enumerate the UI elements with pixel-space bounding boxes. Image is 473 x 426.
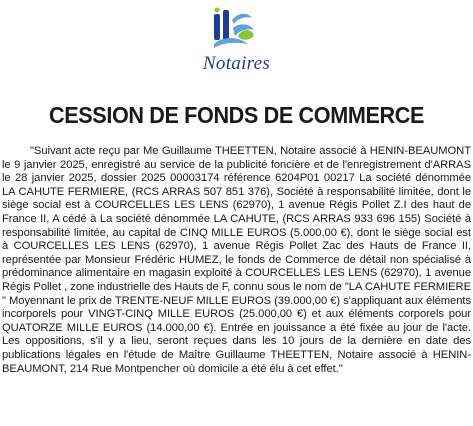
notaires-logo <box>0 4 473 74</box>
notice-body: "Suivant acte reçu par Me Guillaume THEETTEN, Notaire associé à HENIN-BEAUMONT le 9 janvier 2025, enregistré au service de la publicité foncière et de l'enregistrement d'ARRAS le 28 janvier 2025, dossier 2025 00003174 référence 6204P01 00217 La société dénommée LA CAHUTE FERMIERE, (RCS ARRAS 507 851 376), Société à responsabilité limitée, dont le siège social est à COURCELLES LES LENS (62970), 1 avenue Régis Pollet Z.I des haut de France II, A cédé à La société dénommée LA CAHUTE, (RCS ARRAS 933 696 155) Société à responsabilité limitée, au capital de CINQ MILLE EUROS (5.000,00 €), dont le siège social est à COURCELLES LES LENS (62970), 1 avenue Régis Pollet Zac des Hauts de France II, représentée par Monsieur Frédéric HUMEZ, le fonds de Commerce de détail non spécialisé à prédominance alimentaire en magasin exploité à COURCELLES LES LENS (62970), 1 avenue Régis Pollet , zone industrielle des Hauts de F, connu sous le nom de "LA CAHUTE FERMIERE " Moyennant le prix de TRENTE-NEUF MILLE EUROS (39.000,00 €) s'appliquant aux éléments incorporels pour VINGT-CINQ MILLE EUROS (25.000,00 €) et aux éléments corporels pour QUATORZE MILLE EUROS (14.000,00 €). Entrée en jouissance a été fixée au jour de l'acte. Les oppositions, s'il y a lieu, seront reçues dans les 10 jours de la dernière en date des publications légales en l'étude de Maître Guillaume THEETTEN, Notaire associé à HENIN-BEAUMONT, 214 Rue Montpencher où domicile a été élu à cet effet." <box>2 145 471 375</box>
notice-title: CESSION DE FONDS DE COMMERCE <box>48 102 425 128</box>
logo-wordmark: Notaires <box>202 53 271 74</box>
notaires-emblem-icon <box>208 6 258 54</box>
